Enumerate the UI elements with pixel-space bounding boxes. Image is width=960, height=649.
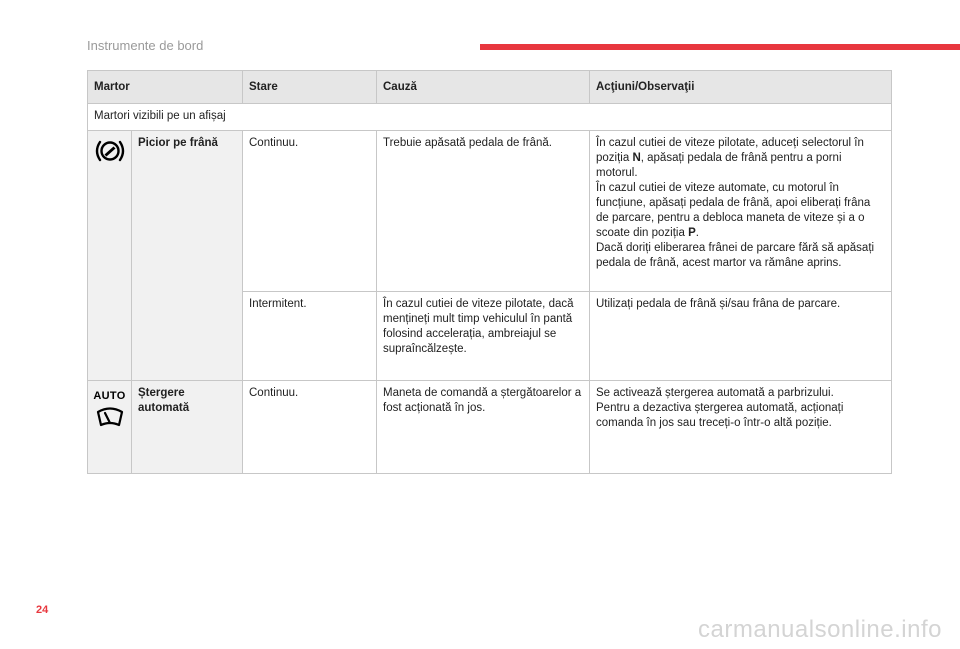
action-text: Dacă doriți eliberarea frânei de parcare fără să apăsați pedala de frână, acest martor va rămâne aprins. xyxy=(596,242,875,269)
header-accent-bar xyxy=(480,44,960,50)
column-header-cauza: Cauză xyxy=(377,71,590,104)
column-header-actiuni: Acţiuni/Observaţii xyxy=(590,71,892,104)
icon-cell xyxy=(88,131,132,381)
state-cell: Continuu. xyxy=(243,381,377,474)
action-cell xyxy=(590,131,892,292)
section-title: Martori vizibili pe un afișaj xyxy=(88,104,892,131)
column-header-martor: Martor xyxy=(88,71,243,104)
column-header-stare: Stare xyxy=(243,71,377,104)
brake-pedal-warning-icon xyxy=(93,139,127,163)
table-row xyxy=(88,381,892,474)
cause-cell: Trebuie apăsată pedala de frână. xyxy=(377,131,590,292)
warning-lights-table xyxy=(87,70,892,474)
action-cell: Utilizați pedala de frână și/sau frâna de parcare. xyxy=(590,292,892,381)
auto-wiper-icon xyxy=(95,406,125,428)
gear-position-p: P xyxy=(688,227,696,239)
cause-cell: În cazul cutiei de viteze pilotate, dacă mențineți mult timp vehiculul în pantă folosind accelerația, ambreiajul se supraîncălzește. xyxy=(377,292,590,381)
warning-name: Picior pe frână xyxy=(132,131,243,381)
icon-cell xyxy=(88,381,132,474)
watermark: carmanualsonline.info xyxy=(698,616,942,643)
action-text: , apăsați pedala de frână pentru a porni motorul. xyxy=(596,152,842,179)
state-cell: Continuu. xyxy=(243,131,377,292)
action-text: . xyxy=(695,227,699,239)
action-text: În cazul cutiei de viteze automate, cu motorul în funcțiune, apăsați pedala de frână, apoi eliberați frâna de parcare, pentru a debloca maneta de viteze și a o scoate din poziția xyxy=(596,182,871,239)
action-text: Pentru a dezactiva ștergerea automată, acționați comanda în jos sau treceți-o într-o altă poziție. xyxy=(596,402,844,429)
action-text: Se activează ștergerea automată a parbrizului. xyxy=(596,387,834,399)
page-header-title: Instrumente de bord xyxy=(87,38,204,53)
warning-name: Ștergere automată xyxy=(132,381,243,474)
state-cell: Intermitent. xyxy=(243,292,377,381)
action-cell xyxy=(590,381,892,474)
page-number: 24 xyxy=(36,604,49,616)
table-header-row xyxy=(88,71,892,104)
gear-position-n: N xyxy=(632,152,641,164)
table-row xyxy=(88,131,892,292)
cause-cell: Maneta de comandă a ștergătoarelor a fost acționată în jos. xyxy=(377,381,590,474)
action-text: În cazul cutiei de viteze pilotate, aduceți selectorul în poziția xyxy=(596,137,864,164)
section-row xyxy=(88,104,892,131)
auto-label: AUTO xyxy=(93,390,126,402)
